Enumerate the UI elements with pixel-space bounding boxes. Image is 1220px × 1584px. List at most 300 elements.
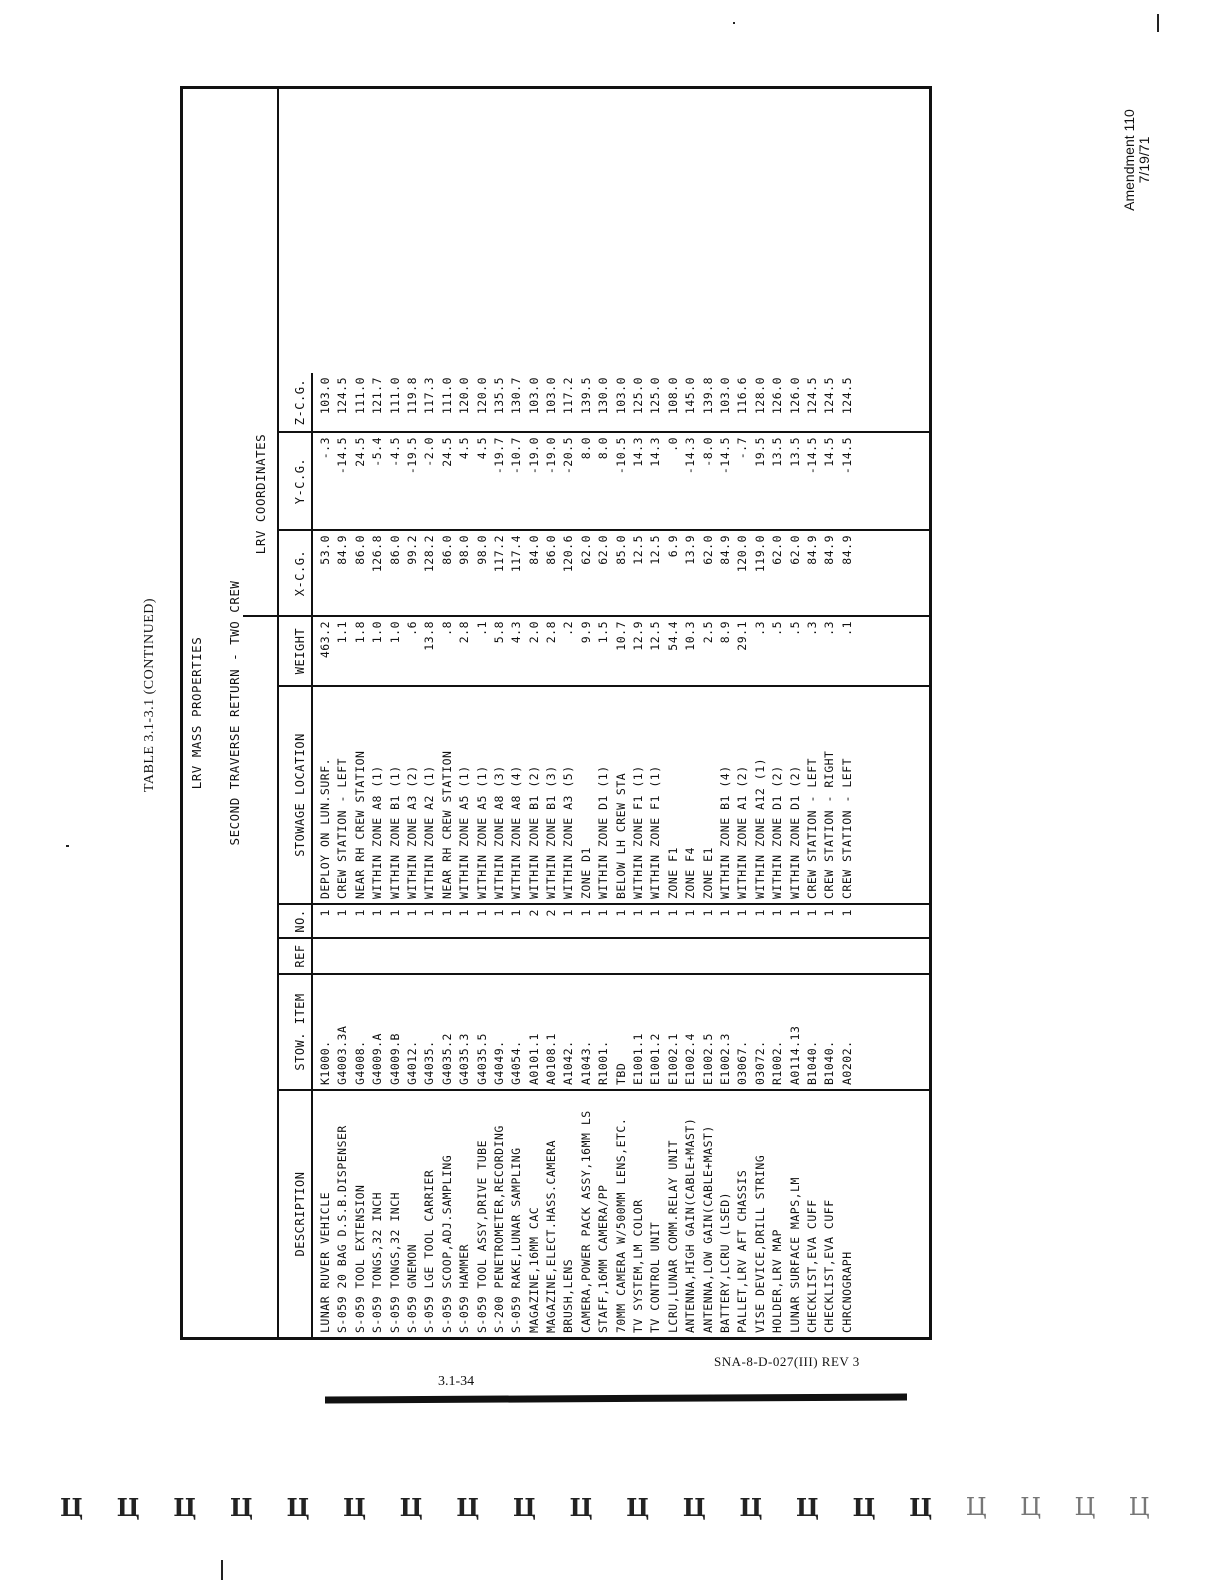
cell-y-cg: -14.5 bbox=[717, 437, 732, 475]
cell-y-cg: -10.7 bbox=[509, 437, 524, 475]
amendment-block bbox=[1117, 80, 1157, 240]
cell-no: 1 bbox=[509, 909, 524, 917]
cell-weight: 12.9 bbox=[631, 621, 646, 651]
cell-stow-item: E1002.5 bbox=[700, 1033, 715, 1085]
cell-no: 1 bbox=[787, 909, 802, 917]
cell-stow-item: G4009.A bbox=[370, 1033, 385, 1085]
cell-description: S-059 GNEMON bbox=[404, 1243, 419, 1333]
cell-x-cg: 86.0 bbox=[352, 535, 367, 565]
film-mark: Ц bbox=[1074, 1493, 1096, 1521]
cell-stow-item: B1040. bbox=[822, 1040, 837, 1085]
caption-line-2: SECOND TRAVERSE RETURN - TWO CREW bbox=[227, 580, 242, 846]
cell-no: 1 bbox=[596, 909, 611, 917]
cell-no: 1 bbox=[648, 909, 663, 917]
cell-weight: 29.1 bbox=[735, 621, 750, 651]
cell-ref bbox=[578, 939, 595, 973]
cell-ref bbox=[369, 939, 386, 973]
cell-ref bbox=[474, 939, 491, 973]
cell-stow-item: G4035.3 bbox=[457, 1033, 472, 1085]
cell-description: TV CONTROL UNIT bbox=[648, 1221, 663, 1333]
cell-y-cg: -19.7 bbox=[491, 437, 506, 475]
cell-stow-item: A0202. bbox=[839, 1040, 854, 1085]
cell-weight: .8 bbox=[439, 621, 454, 636]
cell-ref bbox=[821, 939, 838, 973]
cell-description: S-059 HAMMER bbox=[457, 1243, 472, 1333]
film-frame-marks bbox=[60, 1492, 1150, 1522]
cell-x-cg: 117.2 bbox=[491, 535, 506, 573]
cell-z-cg: 128.0 bbox=[752, 377, 767, 415]
column-header-z-cg: Z-C.G. bbox=[279, 373, 313, 431]
cell-z-cg: 124.5 bbox=[335, 377, 350, 415]
caption-line-1: LRV MASS PROPERTIES bbox=[189, 636, 204, 790]
cell-description: HOLDER,LRV MAP bbox=[770, 1229, 785, 1333]
cell-description: S-059 TOOL EXTENSION bbox=[352, 1184, 367, 1333]
cell-stowage-location: DEPLOY ON LUN.SURF. bbox=[318, 757, 332, 899]
cell-x-cg: 98.0 bbox=[474, 535, 489, 565]
cell-weight: 13.8 bbox=[422, 621, 437, 651]
cell-weight: 2.5 bbox=[700, 621, 715, 644]
cell-stow-item: 03072. bbox=[752, 1040, 767, 1085]
cell-z-cg: 108.0 bbox=[665, 377, 680, 415]
cell-description: BRUSH,LENS bbox=[561, 1258, 576, 1333]
cell-ref bbox=[839, 939, 856, 973]
cell-stowage-location: WITHIN ZONE A1 (2) bbox=[735, 765, 750, 899]
cell-stowage-location: CREW STATION - LEFT bbox=[804, 757, 819, 899]
cell-ref bbox=[630, 939, 647, 973]
cell-y-cg: -4.5 bbox=[387, 437, 402, 467]
film-mark: Ц bbox=[456, 1492, 480, 1522]
cell-weight: .3 bbox=[822, 621, 837, 636]
cell-stowage-location: WITHIN ZONE B1 (1) bbox=[387, 765, 402, 899]
cell-no: 1 bbox=[735, 909, 750, 917]
cell-z-cg: 111.0 bbox=[387, 377, 402, 415]
column-header-y-cg: Y-C.G. bbox=[279, 433, 313, 529]
cell-z-cg: 135.5 bbox=[491, 377, 506, 415]
scan-speck bbox=[66, 845, 69, 847]
scan-speck bbox=[221, 1560, 223, 1580]
cell-stow-item: G4008. bbox=[352, 1040, 367, 1085]
cell-ref bbox=[752, 939, 769, 973]
cell-description: S-059 TONGS,32 INCH bbox=[387, 1191, 402, 1333]
cell-no: 1 bbox=[613, 909, 628, 917]
cell-description: S-059 TONGS,32 INCH bbox=[370, 1191, 385, 1333]
cell-ref bbox=[508, 939, 525, 973]
cell-y-cg: 14.3 bbox=[648, 437, 663, 467]
cell-x-cg: 53.0 bbox=[318, 535, 332, 565]
cell-weight: 4.3 bbox=[509, 621, 524, 644]
cell-x-cg: 84.9 bbox=[822, 535, 837, 565]
cell-stow-item: R1002. bbox=[770, 1040, 785, 1085]
cell-weight: 12.5 bbox=[648, 621, 663, 651]
cell-weight: 9.9 bbox=[578, 621, 593, 644]
cell-y-cg: -14.5 bbox=[804, 437, 819, 475]
cell-x-cg: 86.0 bbox=[439, 535, 454, 565]
cell-description: MAGAZINE,16MM CAC bbox=[526, 1206, 541, 1333]
cell-y-cg: .0 bbox=[665, 437, 680, 452]
film-mark: Ц bbox=[1020, 1493, 1042, 1521]
cell-x-cg: 85.0 bbox=[613, 535, 628, 565]
cell-y-cg: -20.5 bbox=[561, 437, 576, 475]
cell-z-cg: 119.8 bbox=[404, 377, 419, 415]
cell-description: CHRCNOGRAPH bbox=[839, 1251, 854, 1333]
cell-weight: 2.8 bbox=[544, 621, 559, 644]
cell-weight: 10.7 bbox=[613, 621, 628, 651]
column-header-no: NO. bbox=[279, 905, 313, 937]
film-mark: Ц bbox=[1128, 1493, 1150, 1521]
lrv-coordinates-label: LRV COORDINATES bbox=[253, 433, 268, 555]
cell-stow-item: K1000. bbox=[318, 1040, 332, 1085]
cell-y-cg: 8.0 bbox=[596, 437, 611, 460]
cell-no: 1 bbox=[335, 909, 350, 917]
cell-y-cg: 24.5 bbox=[439, 437, 454, 467]
cell-no: 1 bbox=[387, 909, 402, 917]
cell-no: 1 bbox=[839, 909, 854, 917]
film-mark: Ц bbox=[739, 1492, 763, 1522]
cell-no: 1 bbox=[474, 909, 489, 917]
cell-description: VISE DEVICE,DRILL STRING bbox=[752, 1154, 767, 1333]
cell-y-cg: 8.0 bbox=[578, 437, 593, 460]
column-header-stowage-location: STOWAGE LOCATION bbox=[279, 687, 313, 903]
film-mark: Ц bbox=[965, 1493, 987, 1521]
cell-stowage-location: ZONE F1 bbox=[665, 847, 680, 899]
cell-y-cg: 19.5 bbox=[752, 437, 767, 467]
cell-weight: .3 bbox=[804, 621, 819, 636]
cell-stow-item: G4054. bbox=[509, 1040, 524, 1085]
table-grid bbox=[279, 89, 931, 1337]
cell-y-cg: 24.5 bbox=[352, 437, 367, 467]
cell-weight: 1.8 bbox=[352, 621, 367, 644]
cell-stowage-location: WITHIN ZONE A8 (4) bbox=[509, 765, 524, 899]
cell-x-cg: 13.9 bbox=[683, 535, 698, 565]
cell-stow-item: G4035. bbox=[422, 1040, 437, 1085]
cell-x-cg: 6.9 bbox=[665, 535, 680, 558]
cell-no: 1 bbox=[683, 909, 698, 917]
page-number: 3.1-34 bbox=[438, 1374, 475, 1389]
cell-y-cg: -19.0 bbox=[526, 437, 541, 475]
cell-description: PALLET,LRV AFT CHASSIS bbox=[735, 1169, 750, 1333]
amendment-date: 7/19/71 bbox=[1136, 136, 1152, 184]
cell-ref bbox=[404, 939, 421, 973]
cell-z-cg: 103.0 bbox=[526, 377, 541, 415]
cell-stowage-location: ZONE D1 bbox=[578, 847, 593, 899]
cell-stow-item: A1042. bbox=[561, 1040, 576, 1085]
film-mark: Ц bbox=[173, 1492, 197, 1522]
cell-description: CAMERA,POWER PACK ASSY,16MM LS bbox=[578, 1110, 593, 1333]
cell-ref bbox=[439, 939, 456, 973]
cell-z-cg: 130.0 bbox=[596, 377, 611, 415]
cell-stowage-location: WITHIN ZONE A5 (1) bbox=[457, 765, 472, 899]
cell-z-cg: 103.0 bbox=[318, 377, 332, 415]
cell-weight: 54.4 bbox=[665, 621, 680, 651]
cell-ref bbox=[387, 939, 404, 973]
cell-y-cg: 13.5 bbox=[787, 437, 802, 467]
film-mark: Ц bbox=[399, 1492, 423, 1522]
table-caption bbox=[183, 89, 279, 1337]
cell-x-cg: 84.9 bbox=[717, 535, 732, 565]
film-mark: Ц bbox=[512, 1492, 537, 1522]
cell-stowage-location: WITHIN ZONE A2 (1) bbox=[422, 765, 437, 899]
cell-y-cg: 13.5 bbox=[770, 437, 785, 467]
cell-stow-item: A0114.13 bbox=[787, 1025, 802, 1085]
cell-x-cg: 120.6 bbox=[561, 535, 576, 573]
cell-x-cg: 12.5 bbox=[631, 535, 646, 565]
film-mark: Ц bbox=[286, 1492, 310, 1522]
film-mark: Ц bbox=[229, 1492, 254, 1522]
cell-no: 1 bbox=[804, 909, 819, 917]
cell-stow-item: A0108.1 bbox=[544, 1033, 559, 1085]
film-mark: Ц bbox=[852, 1492, 876, 1522]
cell-stow-item: G4035.2 bbox=[439, 1033, 454, 1085]
cell-z-cg: 126.0 bbox=[770, 377, 785, 415]
cell-weight: 5.8 bbox=[491, 621, 506, 644]
cell-weight: .5 bbox=[770, 621, 785, 636]
cell-z-cg: 139.8 bbox=[700, 377, 715, 415]
cell-x-cg: 62.0 bbox=[770, 535, 785, 565]
cell-stowage-location: ZONE F4 bbox=[683, 847, 698, 899]
cell-description: LUNAR SURFACE MAPS,LM bbox=[787, 1177, 802, 1333]
cell-y-cg: -2.0 bbox=[422, 437, 437, 467]
cell-no: 1 bbox=[422, 909, 437, 917]
cell-no: 1 bbox=[439, 909, 454, 917]
cell-description: S-059 20 BAG D.S.B.DISPENSER bbox=[335, 1125, 350, 1333]
cell-x-cg: 86.0 bbox=[544, 535, 559, 565]
coord-group-divider bbox=[243, 615, 277, 617]
cell-stowage-location: ZONE E1 bbox=[700, 847, 715, 899]
cell-no: 1 bbox=[561, 909, 576, 917]
cell-z-cg: 111.0 bbox=[439, 377, 454, 415]
cell-ref bbox=[560, 939, 577, 973]
cell-description: S-059 RAKE,LUNAR SAMPLING bbox=[509, 1147, 524, 1333]
cell-x-cg: 119.0 bbox=[752, 535, 767, 573]
cell-stow-item: G4049. bbox=[491, 1040, 506, 1085]
cell-z-cg: 103.0 bbox=[717, 377, 732, 415]
cell-x-cg: 62.0 bbox=[787, 535, 802, 565]
cell-y-cg: 4.5 bbox=[457, 437, 472, 460]
cell-ref bbox=[595, 939, 612, 973]
cell-stowage-location: CREW STATION - LEFT bbox=[335, 757, 350, 899]
cell-ref bbox=[491, 939, 508, 973]
column-header-description: DESCRIPTION bbox=[279, 1091, 313, 1337]
film-mark: Ц bbox=[682, 1492, 706, 1522]
cell-x-cg: 98.0 bbox=[457, 535, 472, 565]
cell-y-cg: -10.5 bbox=[613, 437, 628, 475]
cell-stowage-location: NEAR RH CREW STATION bbox=[352, 750, 367, 899]
cell-description: S-059 SCOOP,ADJ.SAMPLING bbox=[439, 1154, 454, 1333]
column-ref bbox=[279, 937, 931, 973]
cell-y-cg: -14.3 bbox=[683, 437, 698, 475]
cell-stowage-location: WITHIN ZONE D1 (1) bbox=[596, 765, 611, 899]
cell-z-cg: 130.7 bbox=[509, 377, 524, 415]
cell-z-cg: 116.6 bbox=[735, 377, 750, 415]
cell-no: 2 bbox=[526, 909, 541, 917]
cell-stow-item: E1001.2 bbox=[648, 1033, 663, 1085]
film-mark: Ц bbox=[60, 1492, 84, 1522]
cell-description: S-059 LGE TOOL CARRIER bbox=[422, 1169, 437, 1333]
amendment-label: Amendment 110 bbox=[1121, 109, 1137, 211]
cell-stowage-location: WITHIN ZONE B1 (2) bbox=[526, 765, 541, 899]
cell-ref bbox=[769, 939, 786, 973]
cell-ref bbox=[317, 939, 334, 973]
cell-stowage-location: WITHIN ZONE A3 (2) bbox=[404, 765, 419, 899]
cell-description: CHECKLIST,EVA CUFF bbox=[822, 1199, 837, 1333]
cell-stow-item: G4012. bbox=[404, 1040, 419, 1085]
cell-ref bbox=[421, 939, 438, 973]
cell-weight: 1.1 bbox=[335, 621, 350, 644]
cell-y-cg: -14.5 bbox=[335, 437, 350, 475]
cell-stow-item: 03067. bbox=[735, 1040, 750, 1085]
cell-stow-item: E1001.1 bbox=[631, 1033, 646, 1085]
cell-x-cg: 84.9 bbox=[839, 535, 854, 565]
cell-no: 1 bbox=[457, 909, 472, 917]
cell-no: 1 bbox=[370, 909, 385, 917]
column-stow-item bbox=[279, 973, 931, 1089]
cell-weight: 463.2 bbox=[318, 621, 332, 659]
cell-x-cg: 84.9 bbox=[335, 535, 350, 565]
cell-stow-item: R1001. bbox=[596, 1040, 611, 1085]
film-mark: Ц bbox=[116, 1492, 140, 1522]
cell-ref bbox=[352, 939, 369, 973]
column-header-stow-item: STOW. ITEM bbox=[279, 975, 313, 1089]
cell-stowage-location: NEAR RH CREW STATION bbox=[439, 750, 454, 899]
cell-weight: 10.3 bbox=[683, 621, 698, 651]
cell-ref bbox=[717, 939, 734, 973]
column-x-cg bbox=[279, 529, 931, 615]
cell-no: 1 bbox=[318, 909, 332, 917]
cell-weight: .5 bbox=[787, 621, 802, 636]
cell-stowage-location: WITHIN ZONE B1 (4) bbox=[717, 765, 732, 899]
cell-stowage-location: WITHIN ZONE A5 (1) bbox=[474, 765, 489, 899]
cell-x-cg: 117.4 bbox=[509, 535, 524, 573]
cell-no: 1 bbox=[665, 909, 680, 917]
cell-x-cg: 120.0 bbox=[735, 535, 750, 573]
cell-description: CHECKLIST,EVA CUFF bbox=[804, 1199, 819, 1333]
cell-ref bbox=[787, 939, 804, 973]
cell-stowage-location: WITHIN ZONE A3 (5) bbox=[561, 765, 576, 899]
cell-no: 1 bbox=[770, 909, 785, 917]
cell-weight: .1 bbox=[474, 621, 489, 636]
cell-no: 1 bbox=[404, 909, 419, 917]
cell-x-cg: 62.0 bbox=[700, 535, 715, 565]
cell-ref bbox=[334, 939, 351, 973]
cell-z-cg: 139.5 bbox=[578, 377, 593, 415]
cell-z-cg: 124.5 bbox=[804, 377, 819, 415]
cell-z-cg: 125.0 bbox=[648, 377, 663, 415]
cell-stowage-location: WITHIN ZONE F1 (1) bbox=[648, 765, 663, 899]
cell-no: 1 bbox=[717, 909, 732, 917]
cell-no: 2 bbox=[544, 909, 559, 917]
film-mark: Ц bbox=[569, 1492, 593, 1522]
cell-description: S-059 TOOL ASSY,DRIVE TUBE bbox=[474, 1139, 489, 1333]
cell-stow-item: E1002.4 bbox=[683, 1033, 698, 1085]
cell-stow-item: G4009.B bbox=[387, 1033, 402, 1085]
cell-z-cg: 117.3 bbox=[422, 377, 437, 415]
cell-y-cg: 4.5 bbox=[474, 437, 489, 460]
cell-description: S-200 PENETROMETER,RECORDING bbox=[491, 1125, 506, 1333]
column-description bbox=[279, 1089, 931, 1337]
cell-weight: 2.0 bbox=[526, 621, 541, 644]
cell-no: 1 bbox=[352, 909, 367, 917]
cell-ref bbox=[700, 939, 717, 973]
scan-speck bbox=[1157, 14, 1159, 32]
cell-stowage-location: WITHIN ZONE A8 (3) bbox=[491, 765, 506, 899]
cell-weight: .1 bbox=[839, 621, 854, 636]
cell-stowage-location: WITHIN ZONE A8 (1) bbox=[370, 765, 385, 899]
column-header-weight: WEIGHT bbox=[279, 617, 313, 685]
scan-speck bbox=[733, 22, 735, 24]
cell-y-cg: -5.4 bbox=[370, 437, 385, 467]
cell-stowage-location: BELOW LH CREW STA bbox=[613, 772, 628, 899]
cell-x-cg: 126.8 bbox=[370, 535, 385, 573]
cell-ref bbox=[543, 939, 560, 973]
cell-y-cg: -.3 bbox=[318, 437, 332, 460]
cell-ref bbox=[682, 939, 699, 973]
cell-x-cg: 12.5 bbox=[648, 535, 663, 565]
cell-z-cg: 121.7 bbox=[370, 377, 385, 415]
film-mark: Ц bbox=[343, 1492, 367, 1522]
cell-y-cg: 14.3 bbox=[631, 437, 646, 467]
cell-weight: 8.9 bbox=[717, 621, 732, 644]
cell-stow-item: E1002.3 bbox=[717, 1033, 732, 1085]
film-mark: Ц bbox=[626, 1492, 650, 1522]
cell-ref bbox=[804, 939, 821, 973]
cell-weight: .6 bbox=[404, 621, 419, 636]
cell-stow-item: G4003.3A bbox=[335, 1025, 350, 1085]
cell-weight: 2.8 bbox=[457, 621, 472, 644]
cell-stow-item: B1040. bbox=[804, 1040, 819, 1085]
column-no bbox=[279, 903, 931, 937]
column-header-x-cg: X-C.G. bbox=[279, 531, 313, 615]
cell-z-cg: 145.0 bbox=[683, 377, 698, 415]
film-mark: Ц bbox=[909, 1492, 933, 1522]
cell-z-cg: 126.0 bbox=[787, 377, 802, 415]
cell-weight: 1.5 bbox=[596, 621, 611, 644]
cell-z-cg: 124.5 bbox=[822, 377, 837, 415]
cell-z-cg: 103.0 bbox=[544, 377, 559, 415]
cell-no: 1 bbox=[578, 909, 593, 917]
cell-ref bbox=[734, 939, 751, 973]
cell-z-cg: 111.0 bbox=[352, 377, 367, 415]
cell-stow-item: A0101.1 bbox=[526, 1033, 541, 1085]
footer-rule bbox=[325, 1393, 907, 1403]
cell-description: LUNAR RUVER VEHICLE bbox=[318, 1191, 332, 1333]
cell-y-cg: -8.0 bbox=[700, 437, 715, 467]
cell-stow-item: A1043. bbox=[578, 1040, 593, 1085]
cell-description: STAFF,16MM CAMERA/PP bbox=[596, 1184, 611, 1333]
cell-no: 1 bbox=[631, 909, 646, 917]
cell-y-cg: -.7 bbox=[735, 437, 750, 460]
cell-stowage-location: WITHIN ZONE A12 (1) bbox=[752, 757, 767, 899]
cell-ref bbox=[526, 939, 543, 973]
cell-x-cg: 128.2 bbox=[422, 535, 437, 573]
cell-stowage-location: CREW STATION - RIGHT bbox=[822, 750, 837, 899]
cell-ref bbox=[613, 939, 630, 973]
column-header-ref: REF bbox=[279, 939, 313, 973]
cell-x-cg: 86.0 bbox=[387, 535, 402, 565]
cell-ref bbox=[665, 939, 682, 973]
cell-stow-item: E1002.1 bbox=[665, 1033, 680, 1085]
cell-no: 1 bbox=[491, 909, 506, 917]
cell-z-cg: 125.0 bbox=[631, 377, 646, 415]
cell-description: MAGAZINE,ELECT.HASS.CAMERA bbox=[544, 1139, 559, 1333]
cell-weight: .3 bbox=[752, 621, 767, 636]
cell-description: ANTENNA,LOW GAIN(CABLE+MAST) bbox=[700, 1125, 715, 1333]
cell-x-cg: 99.2 bbox=[404, 535, 419, 565]
cell-y-cg: -14.5 bbox=[839, 437, 854, 475]
cell-description: ANTENNA,HIGH GAIN(CABLE+MAST) bbox=[683, 1117, 698, 1333]
cell-stow-item: G4035.5 bbox=[474, 1033, 489, 1085]
cell-ref bbox=[456, 939, 473, 973]
cell-no: 1 bbox=[752, 909, 767, 917]
